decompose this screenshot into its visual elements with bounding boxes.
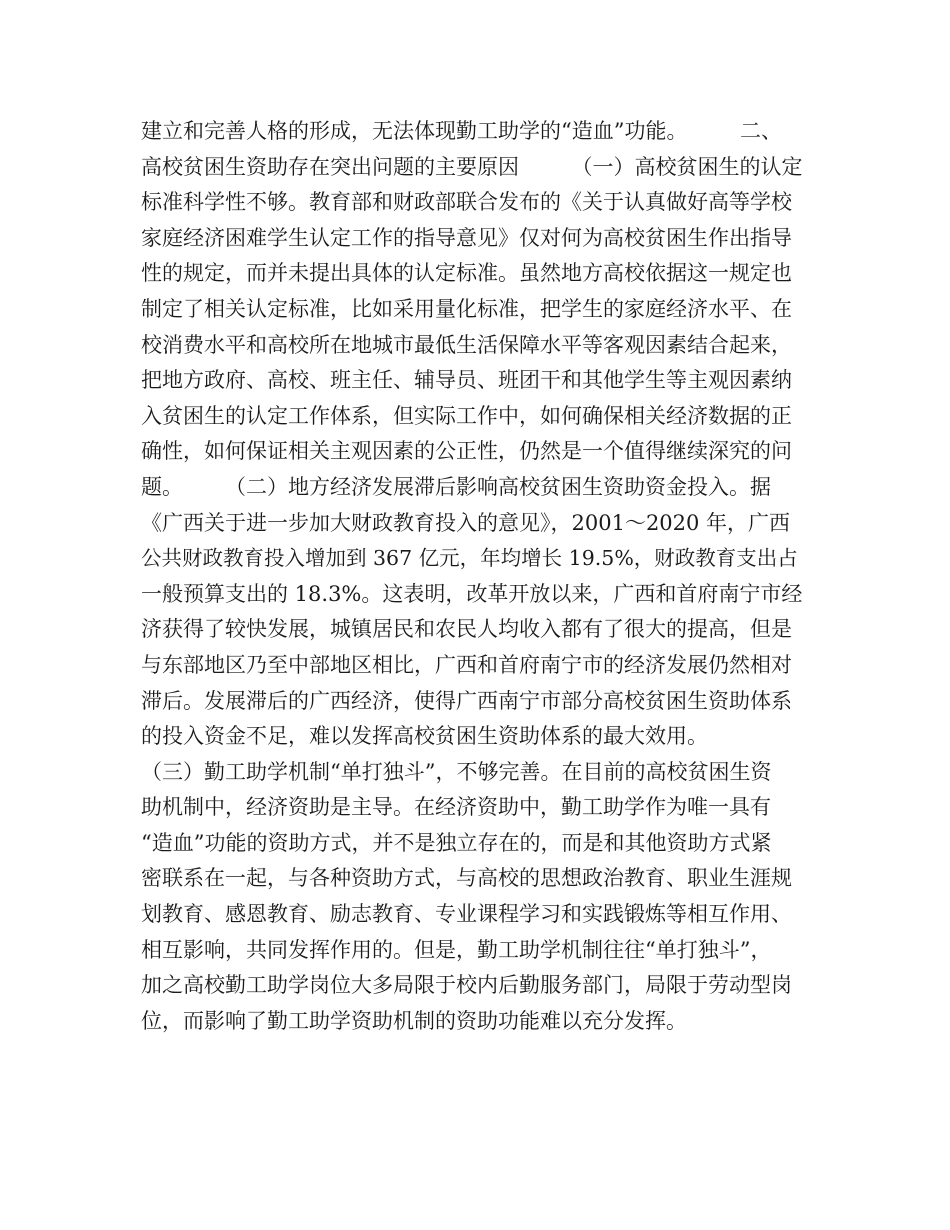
text-line: 家庭经济困难学生认定工作的指导意见》仅对何为高校贫困生作出指导 <box>141 225 792 250</box>
text-line: 性的规定，而并未提出具体的认定标准。虽然地方高校依据这一规定也 <box>141 261 792 286</box>
text-line: 公共财政教育投入增加到 367 亿元，年均增长 19.5%，财政教育支出占 <box>141 546 798 571</box>
text-line: 济获得了较快发展，城镇居民和农民人均收入都有了很大的提高，但是 <box>141 617 792 642</box>
text-line: 校消费水平和高校所在地城市最低生活保障水平等客观因素结合起来， <box>141 332 792 357</box>
body-text <box>141 114 813 1039</box>
text-line: 加之高校勤工助学岗位大多局限于校内后勤服务部门，局限于劳动型岗 <box>141 973 792 998</box>
text-line: 的投入资金不足，难以发挥高校贫困生资助体系的最大效用。 <box>141 724 708 749</box>
text-line: 位，而影响了勤工助学资助机制的资助功能难以充分发挥。 <box>141 1008 687 1033</box>
text-line: 标准科学性不够。教育部和财政部联合发布的《关于认真做好高等学校 <box>141 190 792 215</box>
text-line: 助机制中，经济资助是主导。在经济资助中，勤工助学作为唯一具有 <box>141 795 771 820</box>
text-line: 入贫困生的认定工作体系，但实际工作中，如何确保相关经济数据的正 <box>141 403 792 428</box>
text-line: 与东部地区乃至中部地区相比，广西和首府南宁市的经济发展仍然相对 <box>141 652 792 677</box>
text-line: 密联系在一起，与各种资助方式，与高校的思想政治教育、职业生涯规 <box>141 866 792 891</box>
text-line: 《广西关于进一步加大财政教育投入的意见》，2001～2020 年，广西 <box>141 510 791 535</box>
text-line: 把地方政府、高校、班主任、辅导员、班团干和其他学生等主观因素纳 <box>141 368 792 393</box>
text-line: 确性，如何保证相关主观因素的公正性，仍然是一个值得继续深究的问 <box>141 439 792 464</box>
text-line: 建立和完善人格的形成，无法体现勤工助学的“造血”功能。 二、 <box>141 119 782 143</box>
text-line: （三）勤工助学机制“单打独斗”，不够完善。在目前的高校贫困生资 <box>141 759 772 784</box>
text-line: 制定了相关认定标准，比如采用量化标准，把学生的家庭经济水平、在 <box>141 296 792 321</box>
text-line: 划教育、感恩教育、励志教育、专业课程学习和实践锻炼等相互作用、 <box>141 902 792 927</box>
text-line: 高校贫困生资助存在突出问题的主要原因 （一）高校贫困生的认定 <box>141 154 803 179</box>
text-line: 题。 （二）地方经济发展滞后影响高校贫困生资助资金投入。据 <box>141 474 771 499</box>
text-line: “造血”功能的资助方式，并不是独立存在的，而是和其他资助方式紧 <box>141 830 772 855</box>
text-line: 相互影响，共同发挥作用的。但是，勤工助学机制往往“单打独斗”， <box>141 937 772 962</box>
text-line: 一般预算支出的 18.3%。这表明，改革开放以来，广西和首府南宁市经 <box>141 581 803 606</box>
text-line: 滞后。发展滞后的广西经济，使得广西南宁市部分高校贫困生资助体系 <box>141 688 792 713</box>
